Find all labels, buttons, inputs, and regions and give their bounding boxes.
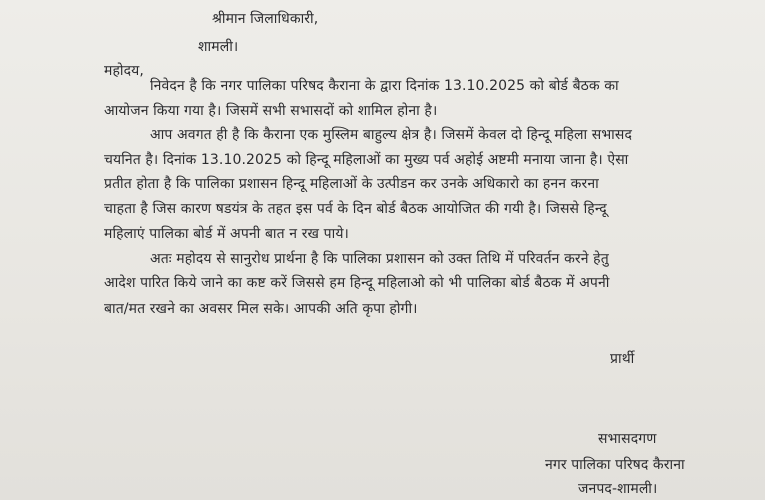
body-line-1: निवेदन है कि नगर पालिका परिषद कैराना के द्वारा दिनांक 13.10.2025 को बोर्ड बैठक का xyxy=(150,78,619,94)
body-line-8: अतः महोदय से सानुरोध प्रार्थना है कि पालिका प्रशासन को उक्त तिथि में परिवर्तन करने हेतु xyxy=(150,251,609,267)
body-line-7: महिलाएं पालिका बोर्ड में अपनी बात न रख पाये। xyxy=(104,226,349,242)
body-line-3: आप अवगत ही है कि कैराना एक मुस्लिम बाहुल्य क्षेत्र है। जिसमें केवल दो हिन्दू महिला सभासद xyxy=(150,127,632,143)
body-line-5: प्रतीत होता है कि पालिका प्रशासन हिन्दू महिलाओं के उत्पीडन कर उनके अधिकारो का हनन करना xyxy=(104,176,599,192)
addressee-line-2: शामली। xyxy=(198,39,239,55)
body-line-6: चाहता है जिस कारण षडयंत्र के तहत इस पर्व के दिन बोर्ड बैठक आयोजित की गयी है। जिससे हिन्दू xyxy=(104,201,607,217)
body-line-4: चयनित है। दिनांक 13.10.2025 को हिन्दू महिलाओं का मुख्य पर्व अहोई अष्टमी मनाया जाना है। ऐसा xyxy=(104,152,629,168)
signatory-line-2: नगर पालिका परिषद कैराना xyxy=(545,457,685,473)
signatory-line-3: जनपद-शामली। xyxy=(578,481,658,497)
body-line-2: आयोजन किया गया है। जिसमें सभी सभासदों को शामिल होना है। xyxy=(104,103,438,119)
signatory-line-1: सभासदगण xyxy=(598,431,657,447)
salutation: महोदय, xyxy=(104,63,144,79)
closing-prarthi: प्रार्थी xyxy=(610,351,635,367)
body-line-10: बात/मत रखने का अवसर मिल सके। आपकी अति कृपा होगी। xyxy=(104,301,418,317)
body-line-9: आदेश पारित किये जाने का कष्ट करें जिससे हम हिन्दू महिलाओ को भी पालिका बोर्ड बैठक में अपनी xyxy=(104,275,610,291)
addressee-line-1: श्रीमान जिलाधिकारी, xyxy=(212,11,319,27)
